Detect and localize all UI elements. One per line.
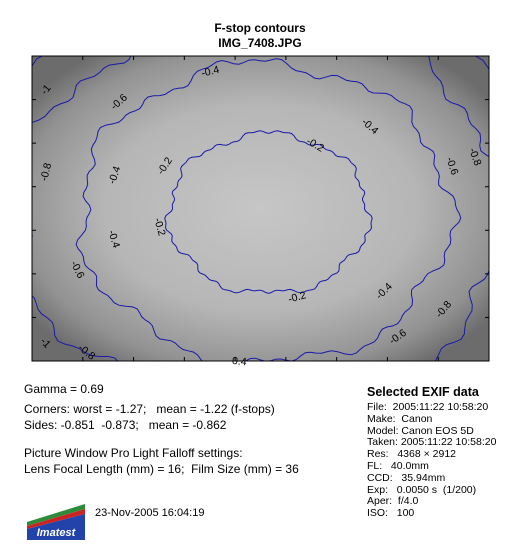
- chart-title: F-stop contours: [214, 21, 306, 35]
- imatest-logo: [27, 500, 85, 540]
- corners-text: Corners: worst = -1.27; mean = -1.22 (f-stops): [24, 402, 275, 416]
- exif-line: Res: 4368 × 2912: [367, 448, 457, 461]
- sides-text: Sides: -0.851 -0.873; mean = -0.862: [24, 418, 227, 432]
- contour-label: -0.2: [154, 155, 175, 177]
- exif-line: Model: Canon EOS 5D: [367, 424, 474, 437]
- contour-label: -1: [38, 82, 54, 98]
- contour-label: -0.4: [373, 280, 395, 302]
- exif-line: CCD: 35.94mm: [367, 471, 446, 484]
- contour-label: -0.2: [151, 216, 168, 238]
- contour-label: -0.4: [359, 116, 381, 138]
- contour-label: -0.4: [200, 63, 221, 80]
- exif-line: Exp: 0.0050 s (1/200): [367, 483, 477, 496]
- contour-label: -0.4: [106, 164, 124, 186]
- exif-line: ISO: 100: [367, 507, 415, 520]
- contour-label: -0.6: [387, 326, 409, 348]
- gamma-text: Gamma = 0.69: [24, 382, 104, 396]
- contour-label: -0.8: [433, 298, 455, 321]
- chart-subtitle: IMG_7408.JPG: [218, 36, 302, 50]
- exif-line: Taken: 2005:11:22 10:58:20: [367, 436, 497, 449]
- contour-label: -0.2: [286, 289, 308, 306]
- falloff-settings-title: Picture Window Pro Light Falloff settings:: [24, 446, 243, 460]
- exif-line: Make: Canon: [367, 412, 433, 425]
- logo-text: Imatest: [36, 527, 76, 539]
- contour-label: -0.8: [75, 341, 98, 363]
- exif-line: File: 2005:11:22 10:58:20: [367, 401, 489, 413]
- contour-label: -0.8: [38, 161, 55, 183]
- exif-title: Selected EXIF data: [367, 385, 479, 399]
- contour-label: -0.6: [67, 258, 87, 281]
- contour-label: -1: [37, 335, 53, 351]
- contour-label: -0.2: [304, 135, 326, 155]
- contour-label: -0.4: [228, 354, 248, 369]
- contour-label: -0.8: [466, 146, 484, 168]
- contour-label: -0.6: [108, 91, 130, 113]
- timestamp: 23-Nov-2005 16:04:19: [95, 507, 205, 519]
- falloff-settings: Lens Focal Length (mm) = 16; Film Size (mm) = 36: [24, 462, 299, 476]
- exif-line: FL: 40.0mm: [367, 460, 429, 472]
- plot-background: [32, 56, 489, 361]
- contour-label: -0.6: [443, 155, 461, 177]
- contour-label: -0.4: [105, 228, 123, 250]
- exif-line: Aper: f/4.0: [367, 495, 419, 508]
